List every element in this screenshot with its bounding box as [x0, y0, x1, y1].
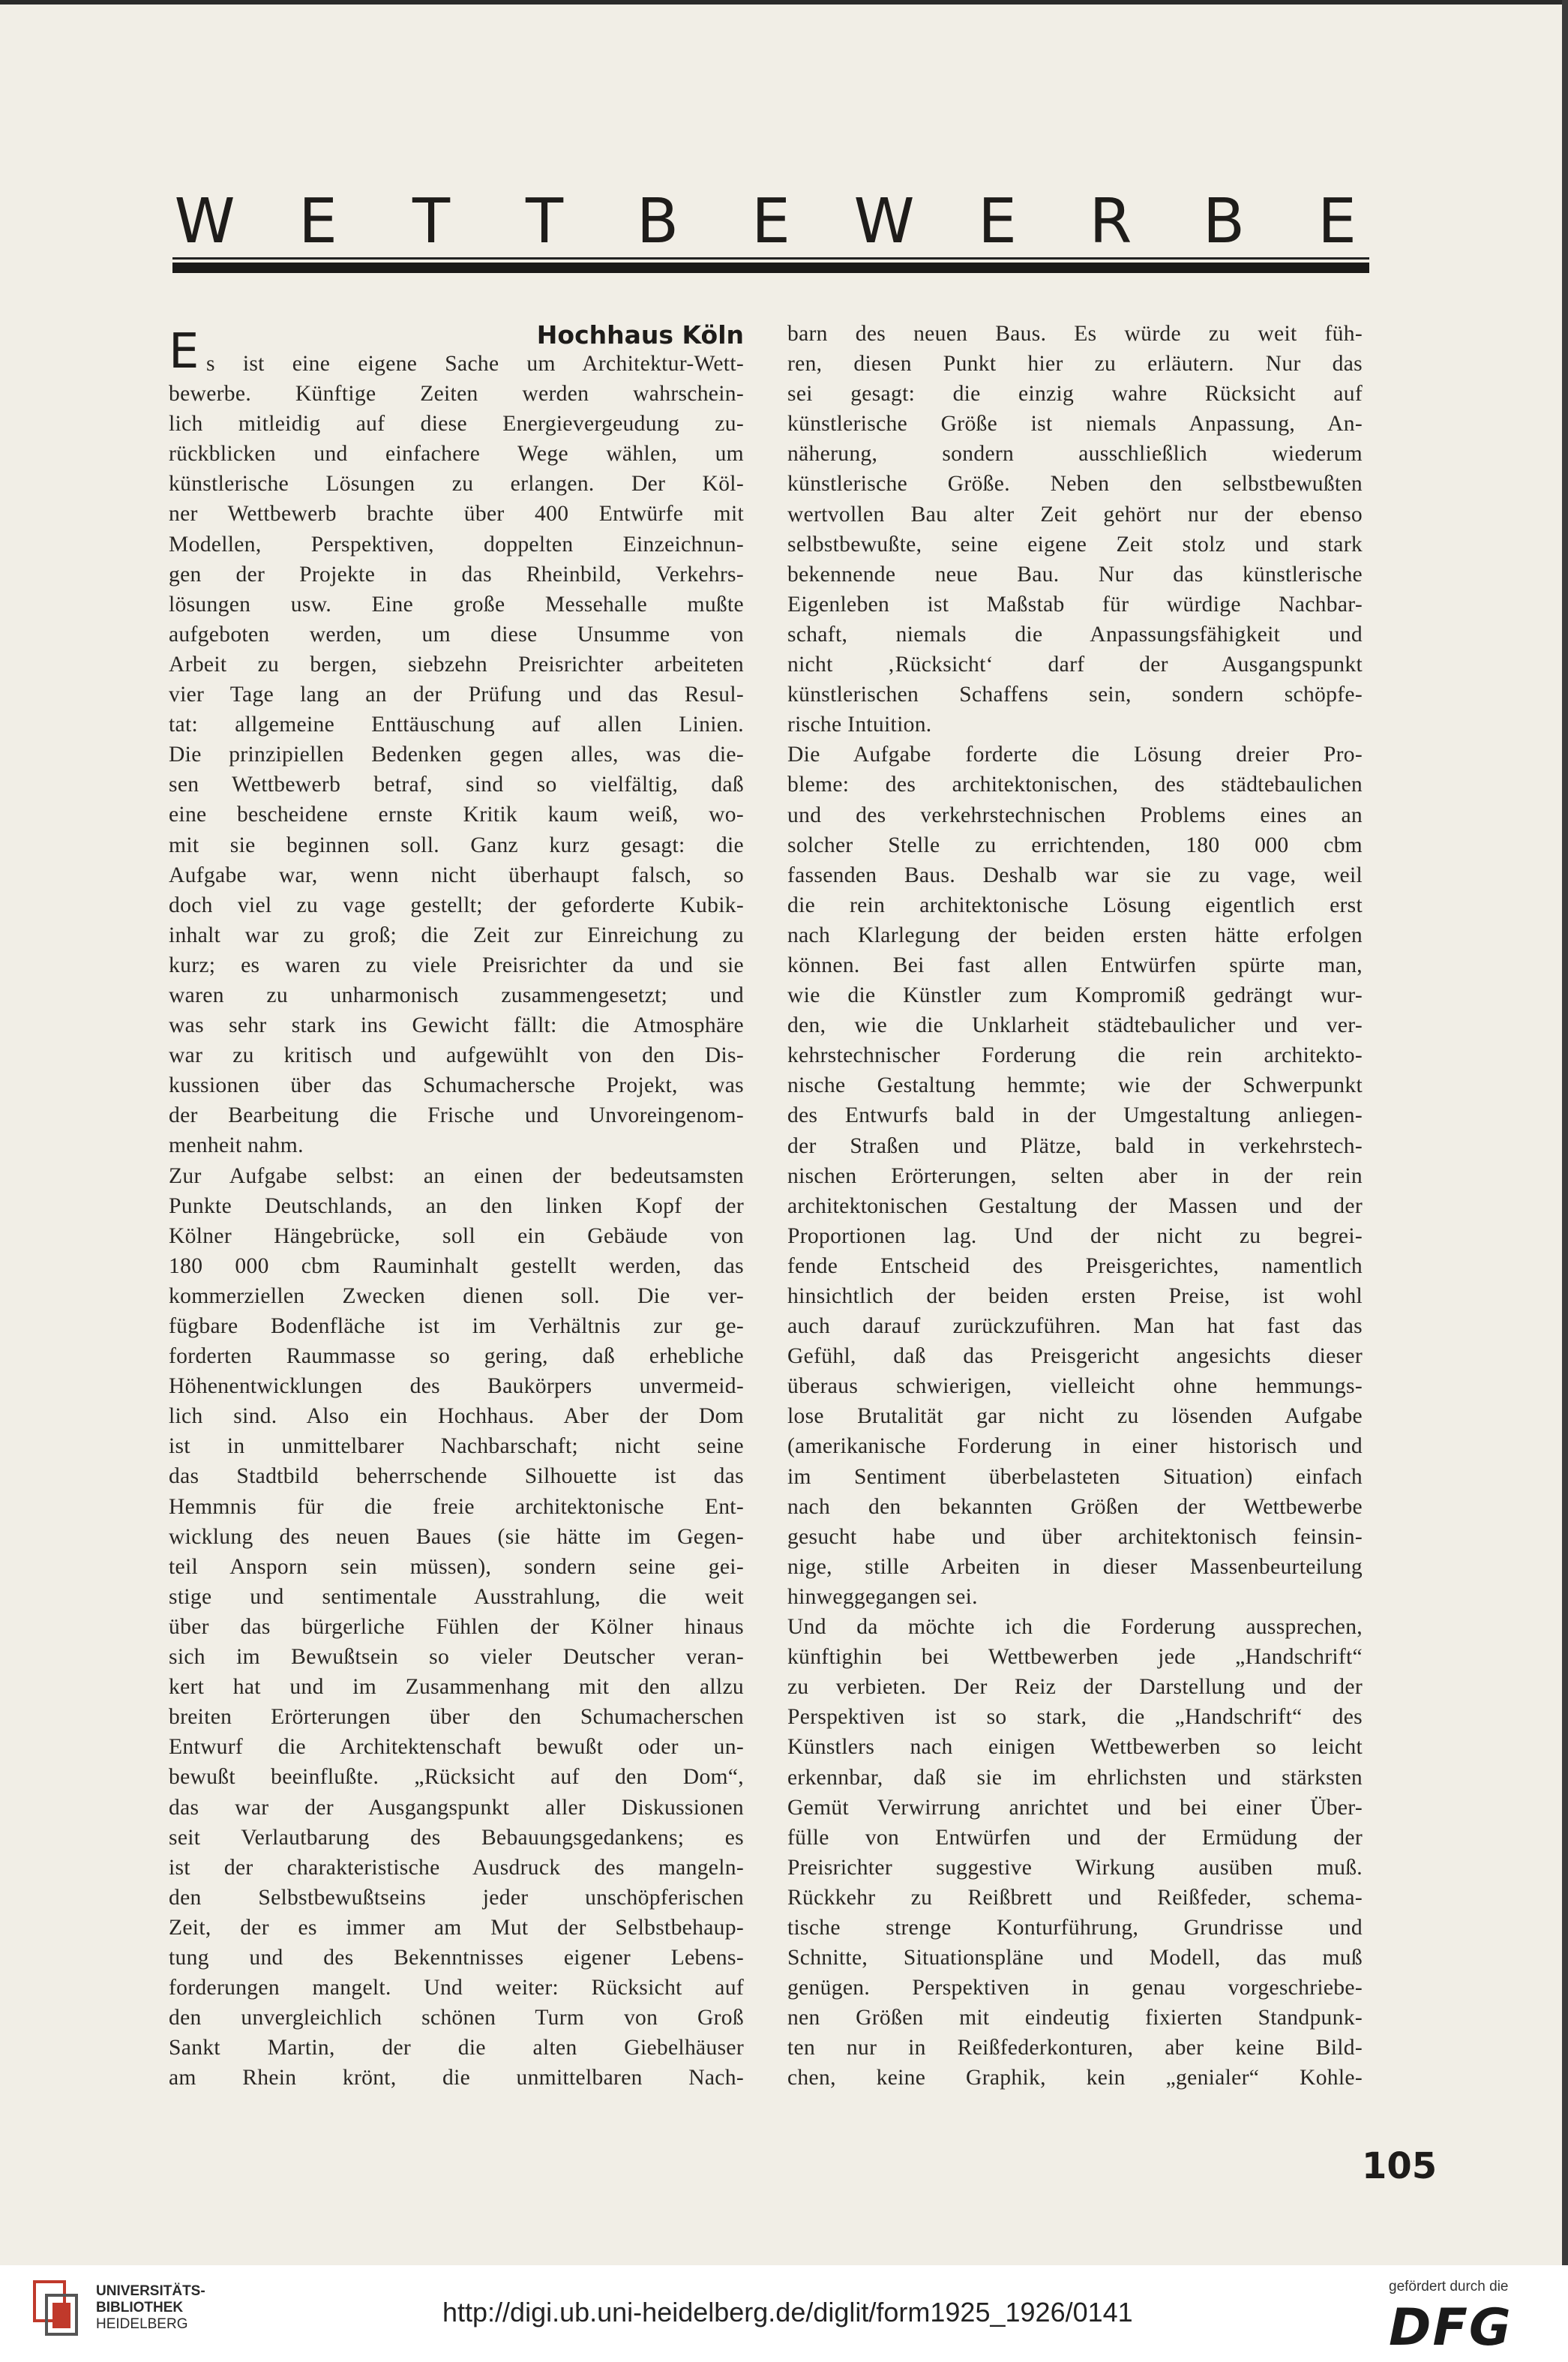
text-line: künftighin bei Wettbewerben jede „Handschrift“: [787, 1645, 1363, 1670]
text-line: kehrstechnischer Forderung die rein architekto-: [787, 1043, 1363, 1068]
text-line: Gemüt Verwirrung anrichtet und bei einer Über-: [787, 1795, 1363, 1820]
text-line: was sehr stark ins Gewicht fällt: die Atmosphäre: [169, 1013, 744, 1038]
text-line: fende Entscheid des Preisgerichtes, namentlich: [787, 1253, 1363, 1278]
text-line: kurz; es waren zu viele Preisrichter da und sie: [169, 953, 744, 977]
text-line: bewerbe. Künftige Zeiten werden wahrschein-: [169, 382, 744, 407]
text-line: genügen. Perspektiven in genau vorgeschriebe-: [787, 1976, 1363, 2000]
text-line: Eigenleben ist Maßstab für würdige Nachbar-: [787, 592, 1363, 617]
left-column: [169, 319, 744, 2093]
text-line: lose Brutalität gar nicht zu lösenden Aufgabe: [787, 1404, 1363, 1429]
text-line: 180 000 cbm Rauminhalt gestellt werden, das: [169, 1253, 744, 1278]
text-line: bekennende neue Bau. Nur das künstlerische: [787, 562, 1363, 587]
text-line: können. Bei fast allen Entwürfen spürte man,: [787, 953, 1363, 977]
text-line: rische Intuition.: [787, 713, 932, 737]
text-line: ist der charakteristische Ausdruck des mangeln-: [169, 1855, 744, 1880]
text-line: bleme: des architektonischen, des städtebaulichen: [787, 773, 1363, 797]
text-line: Hemmnis für die freie architektonische Ent-: [169, 1494, 744, 1519]
text-line: mit sie beginnen soll. Ganz kurz gesagt: die: [169, 833, 744, 857]
text-line: und des verkehrstechnischen Problems eines an: [787, 803, 1363, 827]
section-title-letter: E: [978, 185, 1017, 257]
source-url-link[interactable]: http://digi.ub.uni-heidelberg.de/diglit/form1925_1926/0141: [442, 2297, 1133, 2327]
text-line: Gefühl, daß das Preisgericht angesichts dieser: [787, 1344, 1363, 1369]
text-line: nach den bekannten Größen der Wettbewerbe: [787, 1494, 1363, 1519]
library-name-line: HEIDELBERG: [96, 2316, 188, 2332]
text-line: eine bescheidene ernste Kritik kaum weiß, wo-: [169, 803, 744, 827]
text-line: Aufgabe war, wenn nicht überhaupt falsch, so: [169, 863, 744, 887]
page-number: 105: [1362, 2145, 1438, 2187]
text-line: kert hat und im Zusammenhang mit den allzu: [169, 1675, 744, 1700]
text-line: fülle von Entwürfen und der Ermüdung der: [787, 1825, 1363, 1850]
text-line: nischen Erörterungen, selten aber in der rein: [787, 1163, 1363, 1188]
text-line: Modellen, Perspektiven, doppelten Einzeichnun-: [169, 532, 744, 557]
text-line: waren zu unharmonisch zusammengesetzt; und: [169, 983, 744, 1007]
text-line: aufgeboten werden, um diese Unsumme von: [169, 622, 744, 647]
text-line: tung und des Bekenntnisses eigener Lebens-: [169, 1945, 744, 1970]
text-line: hinweggegangen sei.: [787, 1584, 978, 1609]
section-title-letter: T: [412, 185, 451, 257]
text-line: überaus schwierigen, vielleicht ohne hemmungs-: [787, 1374, 1363, 1399]
text-line: Punkte Deutschlands, an den linken Kopf der: [169, 1193, 744, 1218]
text-line: Höhenentwicklungen des Baukörpers unvermeid-: [169, 1374, 744, 1399]
text-line: ner Wettbewerb brachte über 400 Entwürfe mit: [169, 502, 744, 527]
text-line: bewußt beeinflußte. „Rücksicht auf den Dom“,: [169, 1765, 744, 1790]
text-line: erkennbar, daß sie im ehrlichsten und stärksten: [787, 1765, 1363, 1790]
text-line: seit Verlautbarung des Bebauungsgedankens; es: [169, 1825, 744, 1850]
text-line: barn des neuen Baus. Es würde zu weit füh-: [787, 322, 1363, 346]
text-line: den unvergleichlich schönen Turm von Groß: [169, 2006, 744, 2030]
text-line: wicklung des neuen Baues (sie hätte im Gegen-: [169, 1524, 744, 1549]
text-line: am Rhein krönt, die unmittelbaren Nach-: [169, 2066, 744, 2090]
text-line: gen der Projekte in das Rheinbild, Verkehrs-: [169, 562, 744, 587]
section-title-letter: E: [751, 185, 790, 257]
library-name: [96, 2283, 205, 2333]
text-line: der Straßen und Plätze, bald in verkehrstech-: [787, 1133, 1363, 1158]
dfg-logo: DFG: [1389, 2298, 1513, 2357]
article-title: Hochhaus Köln: [536, 320, 744, 350]
text-line: rückblicken und einfachere Wege wählen, um: [169, 442, 744, 467]
text-line: künstlerischen Schaffens sein, sondern schöpfe-: [787, 683, 1363, 707]
text-line: künstlerische Größe. Neben den selbstbewußten: [787, 472, 1363, 497]
section-title-letter: T: [525, 185, 564, 257]
section-title-letter: E: [1318, 185, 1357, 257]
text-line: Preisrichter suggestive Wirkung ausüben muß.: [787, 1855, 1363, 1880]
section-title-letter: E: [298, 185, 337, 257]
library-name-line: BIBLIOTHEK: [96, 2300, 184, 2315]
text-line: nach Klarlegung der beiden ersten hätte erfolgen: [787, 923, 1363, 947]
text-line: Zur Aufgabe selbst: an einen der bedeutsamsten: [169, 1163, 744, 1188]
section-title: [171, 185, 1371, 257]
text-line: Die prinzipiellen Bedenken gegen alles, was die-: [169, 743, 744, 767]
text-line: breiten Erörterungen über den Schumacherschen: [169, 1705, 744, 1730]
text-line: kussionen über das Schumachersche Projekt, was: [169, 1073, 744, 1098]
text-line: Arbeit zu bergen, siebzehn Preisrichter arbeiteten: [169, 652, 744, 677]
text-line: näherung, sondern ausschließlich wiederum: [787, 442, 1363, 467]
title-rule-thick: [172, 263, 1369, 273]
text-line: Künstlers nach einigen Wettbewerben so leicht: [787, 1735, 1363, 1760]
text-line: schaft, niemals die Anpassungsfähigkeit und: [787, 622, 1363, 647]
text-line: nige, stille Arbeiten in dieser Massenbeurteilung: [787, 1554, 1363, 1579]
text-line: nen Größen mit eindeutig fixierten Standpunk-: [787, 2006, 1363, 2030]
right-column: [787, 319, 1363, 2093]
text-line: inhalt war zu groß; die Zeit zur Einreichung zu: [169, 923, 744, 947]
text-line: teil Ansporn sein müssen), sondern seine gei-: [169, 1554, 744, 1579]
text-line: vier Tage lang an der Prüfung und das Resul-: [169, 683, 744, 707]
text-line: des Entwurfs bald in der Umgestaltung anliegen-: [787, 1103, 1363, 1128]
text-line: fassenden Baus. Deshalb war sie zu vage, weil: [787, 863, 1363, 887]
library-name-line: UNIVERSITÄTS-: [96, 2283, 205, 2299]
text-line: auch darauf zurückzuführen. Man hat fast das: [787, 1314, 1363, 1339]
text-line: lich mitleidig auf diese Energievergeudung zu-: [169, 412, 744, 437]
library-logo-icon: [30, 2279, 88, 2346]
text-line: sich im Bewußtsein so vieler Deutscher veran-: [169, 1645, 744, 1670]
text-line: Zeit, der es immer am Mut der Selbstbehaup-: [169, 1915, 744, 1940]
text-line: Die Aufgabe forderte die Lösung dreier Pro-: [787, 743, 1363, 767]
scan-border-right: [1562, 0, 1568, 2288]
text-line: stige und sentimentale Ausstrahlung, die weit: [169, 1584, 744, 1609]
text-line: ren, diesen Punkt hier zu erläutern. Nur das: [787, 352, 1363, 377]
section-title-letter: B: [636, 185, 679, 257]
text-line: Entwurf die Architektenschaft bewußt oder un-: [169, 1735, 744, 1760]
section-title-letter: B: [1202, 185, 1246, 257]
text-line: Sankt Martin, der die alten Giebelhäuser: [169, 2036, 744, 2060]
title-rule-thin: [172, 257, 1369, 260]
text-line: nicht ‚Rücksicht‘ darf der Ausgangspunkt: [787, 653, 1363, 677]
text-line: das Stadtbild beherrschende Silhouette ist das: [169, 1464, 744, 1489]
text-line: (amerikanische Forderung in einer historisch und: [787, 1434, 1363, 1459]
text-line: lösungen usw. Eine große Messehalle mußte: [169, 592, 744, 617]
text-line: war zu kritisch und aufgewühlt von den Dis-: [169, 1043, 744, 1068]
funded-by-label: gefördert durch die: [1389, 2279, 1509, 2294]
text-line: selbstbewußte, seine eigene Zeit stolz und stark: [787, 532, 1363, 557]
text-line: wertvollen Bau alter Zeit gehört nur der ebenso: [787, 502, 1363, 527]
text-line: nische Gestaltung hemmte; wie der Schwerpunkt: [787, 1073, 1363, 1098]
text-line: lich sind. Also ein Hochhaus. Aber der Dom: [169, 1404, 744, 1429]
text-line: tat: allgemeine Enttäuschung auf allen Linien.: [169, 713, 744, 737]
section-title-letter: W: [853, 185, 915, 257]
text-line: Rückkehr zu Reißbrett und Reißfeder, schema-: [787, 1885, 1363, 1910]
text-line: forderungen mangelt. Und weiter: Rücksicht auf: [169, 1976, 744, 2000]
text-line: forderten Raummasse so gering, daß erhebliche: [169, 1344, 744, 1369]
text-line: der Bearbeitung die Frische und Unvoreingenom-: [169, 1103, 744, 1128]
text-line: den, wie die Unklarheit städtebaulicher und ver-: [787, 1013, 1363, 1038]
text-line: solcher Stelle zu errichtenden, 180 000 cbm: [787, 833, 1363, 857]
text-line: gesucht habe und über architektonisch feinsin-: [787, 1524, 1363, 1549]
section-title-letter: W: [174, 185, 235, 257]
text-line: tische strenge Konturführung, Grundrisse und: [787, 1915, 1363, 1940]
text-line: chen, keine Graphik, kein „genialer“ Kohle-: [787, 2066, 1363, 2090]
text-line: architektonischen Gestaltung der Massen und der: [787, 1193, 1363, 1218]
scan-border-top: [0, 0, 1568, 5]
text-line: künstlerische Größe ist niemals Anpassung, An-: [787, 412, 1363, 437]
text-line: fügbare Bodenfläche ist im Verhältnis zur ge-: [169, 1314, 744, 1338]
text-line: Perspektiven ist so stark, die „Handschrift“ des: [787, 1705, 1363, 1730]
text-line: das war der Ausgangspunkt aller Diskussionen: [169, 1795, 744, 1820]
section-title-letter: R: [1089, 185, 1132, 257]
text-line: wie die Künstler zum Kompromiß gedrängt wur-: [787, 983, 1363, 1008]
text-line: Und da möchte ich die Forderung aussprechen,: [787, 1615, 1363, 1640]
text-line: kommerziellen Zwecken dienen soll. Die ver-: [169, 1283, 744, 1308]
text-line: sei gesagt: die einzig wahre Rücksicht auf: [787, 382, 1363, 407]
text-line: hinsichtlich der beiden ersten Preise, ist wohl: [787, 1284, 1363, 1308]
text-line: im Sentiment überbelasteten Situation) einfach: [787, 1464, 1363, 1489]
text-line: menheit nahm.: [169, 1133, 304, 1158]
text-line: Schnitte, Situationspläne und Modell, das muß: [787, 1946, 1363, 1970]
text-line: doch viel zu vage gestellt; der geforderte Kubik-: [169, 893, 744, 917]
text-line: Kölner Hängebrücke, soll ein Gebäude von: [169, 1223, 744, 1248]
text-line: über das bürgerliche Fühlen der Kölner hinaus: [169, 1614, 744, 1639]
text-line: künstlerische Lösungen zu erlangen. Der Köl-: [169, 472, 744, 497]
text-line: Proportionen lag. Und der nicht zu begrei-: [787, 1223, 1363, 1248]
drop-cap: E: [169, 324, 199, 380]
text-line: s ist eine eigene Sache um Architektur-Wett-: [206, 352, 744, 376]
text-line: die rein architektonische Lösung eigentlich erst: [787, 893, 1363, 917]
text-line: den Selbstbewußtseins jeder unschöpferischen: [169, 1885, 744, 1910]
text-line: sen Wettbewerb betraf, sind so vielfältig, daß: [169, 773, 744, 797]
text-line: zu verbieten. Der Reiz der Darstellung und der: [787, 1675, 1363, 1700]
text-line: ten nur in Reißfederkonturen, aber keine Bild-: [787, 2036, 1363, 2060]
text-line: ist in unmittelbarer Nachbarschaft; nicht seine: [169, 1434, 744, 1459]
